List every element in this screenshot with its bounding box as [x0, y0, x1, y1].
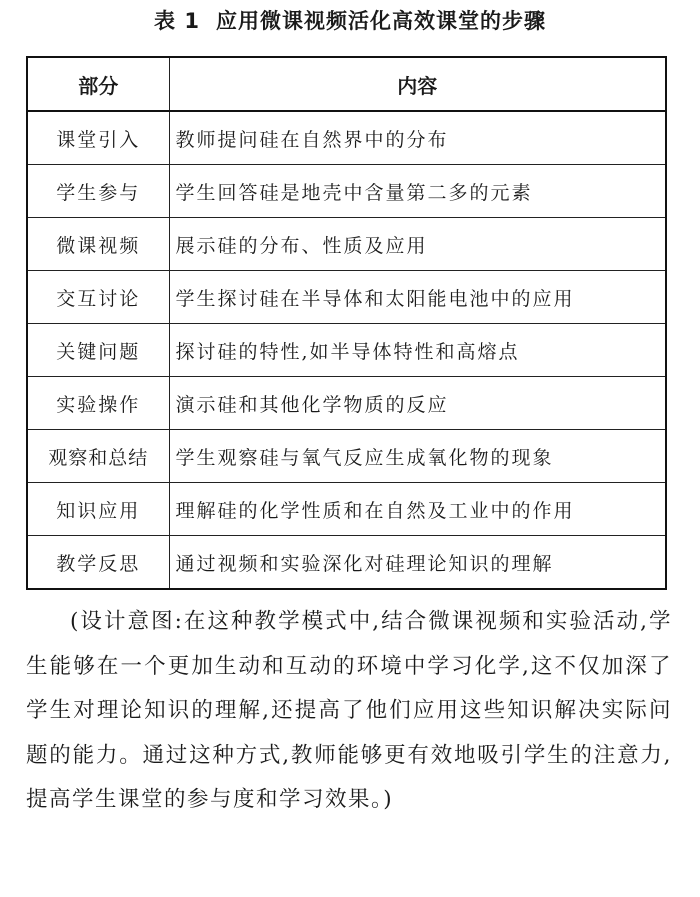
row-content: 演示硅和其他化学物质的反应: [169, 377, 666, 430]
header-part: 部分: [27, 57, 169, 111]
table-number: 表 1: [154, 9, 200, 33]
row-part: 交互讨论: [27, 271, 169, 324]
row-content: 学生探讨硅在半导体和太阳能电池中的应用: [169, 271, 666, 324]
row-content: 教师提问硅在自然界中的分布: [169, 111, 666, 165]
row-content: 通过视频和实验深化对硅理论知识的理解: [169, 536, 666, 590]
table-row: [27, 536, 666, 590]
table-row: [27, 377, 666, 430]
header-content: 内容: [169, 57, 666, 111]
table-row: [27, 111, 666, 165]
row-part: 课堂引入: [27, 111, 169, 165]
table-header-row: [27, 57, 666, 111]
row-part: 微课视频: [27, 218, 169, 271]
row-part: 实验操作: [27, 377, 169, 430]
table-row: [27, 271, 666, 324]
table-title: 应用微课视频活化高效课堂的步骤: [215, 9, 546, 33]
row-content: 理解硅的化学性质和在自然及工业中的作用: [169, 483, 666, 536]
row-part: 观察和总结: [27, 430, 169, 483]
table-row: [27, 218, 666, 271]
row-content: 探讨硅的特性,如半导体特性和高熔点: [169, 324, 666, 377]
row-part: 学生参与: [27, 165, 169, 218]
table-row: [27, 165, 666, 218]
table-row: [27, 483, 666, 536]
table-caption: [0, 6, 700, 36]
row-part: 知识应用: [27, 483, 169, 536]
row-part: 教学反思: [27, 536, 169, 590]
table-row: [27, 430, 666, 483]
row-content: 学生回答硅是地壳中含量第二多的元素: [169, 165, 666, 218]
row-part: 关键问题: [27, 324, 169, 377]
row-content: 展示硅的分布、性质及应用: [169, 218, 666, 271]
table-row: [27, 324, 666, 377]
steps-table: [26, 56, 667, 590]
row-content: 学生观察硅与氧气反应生成氧化物的现象: [169, 430, 666, 483]
design-intent-paragraph: (设计意图:在这种教学模式中,结合微课视频和实验活动,学生能够在一个更加生动和互动的环境中学习化学,这不仅加深了学生对理论知识的理解,还提高了他们应用这些知识解决实际问题的能力。通过这种方式,教师能够更有效地吸引学生的注意力,提高学生课堂的参与度和学习效果。): [26, 609, 672, 812]
